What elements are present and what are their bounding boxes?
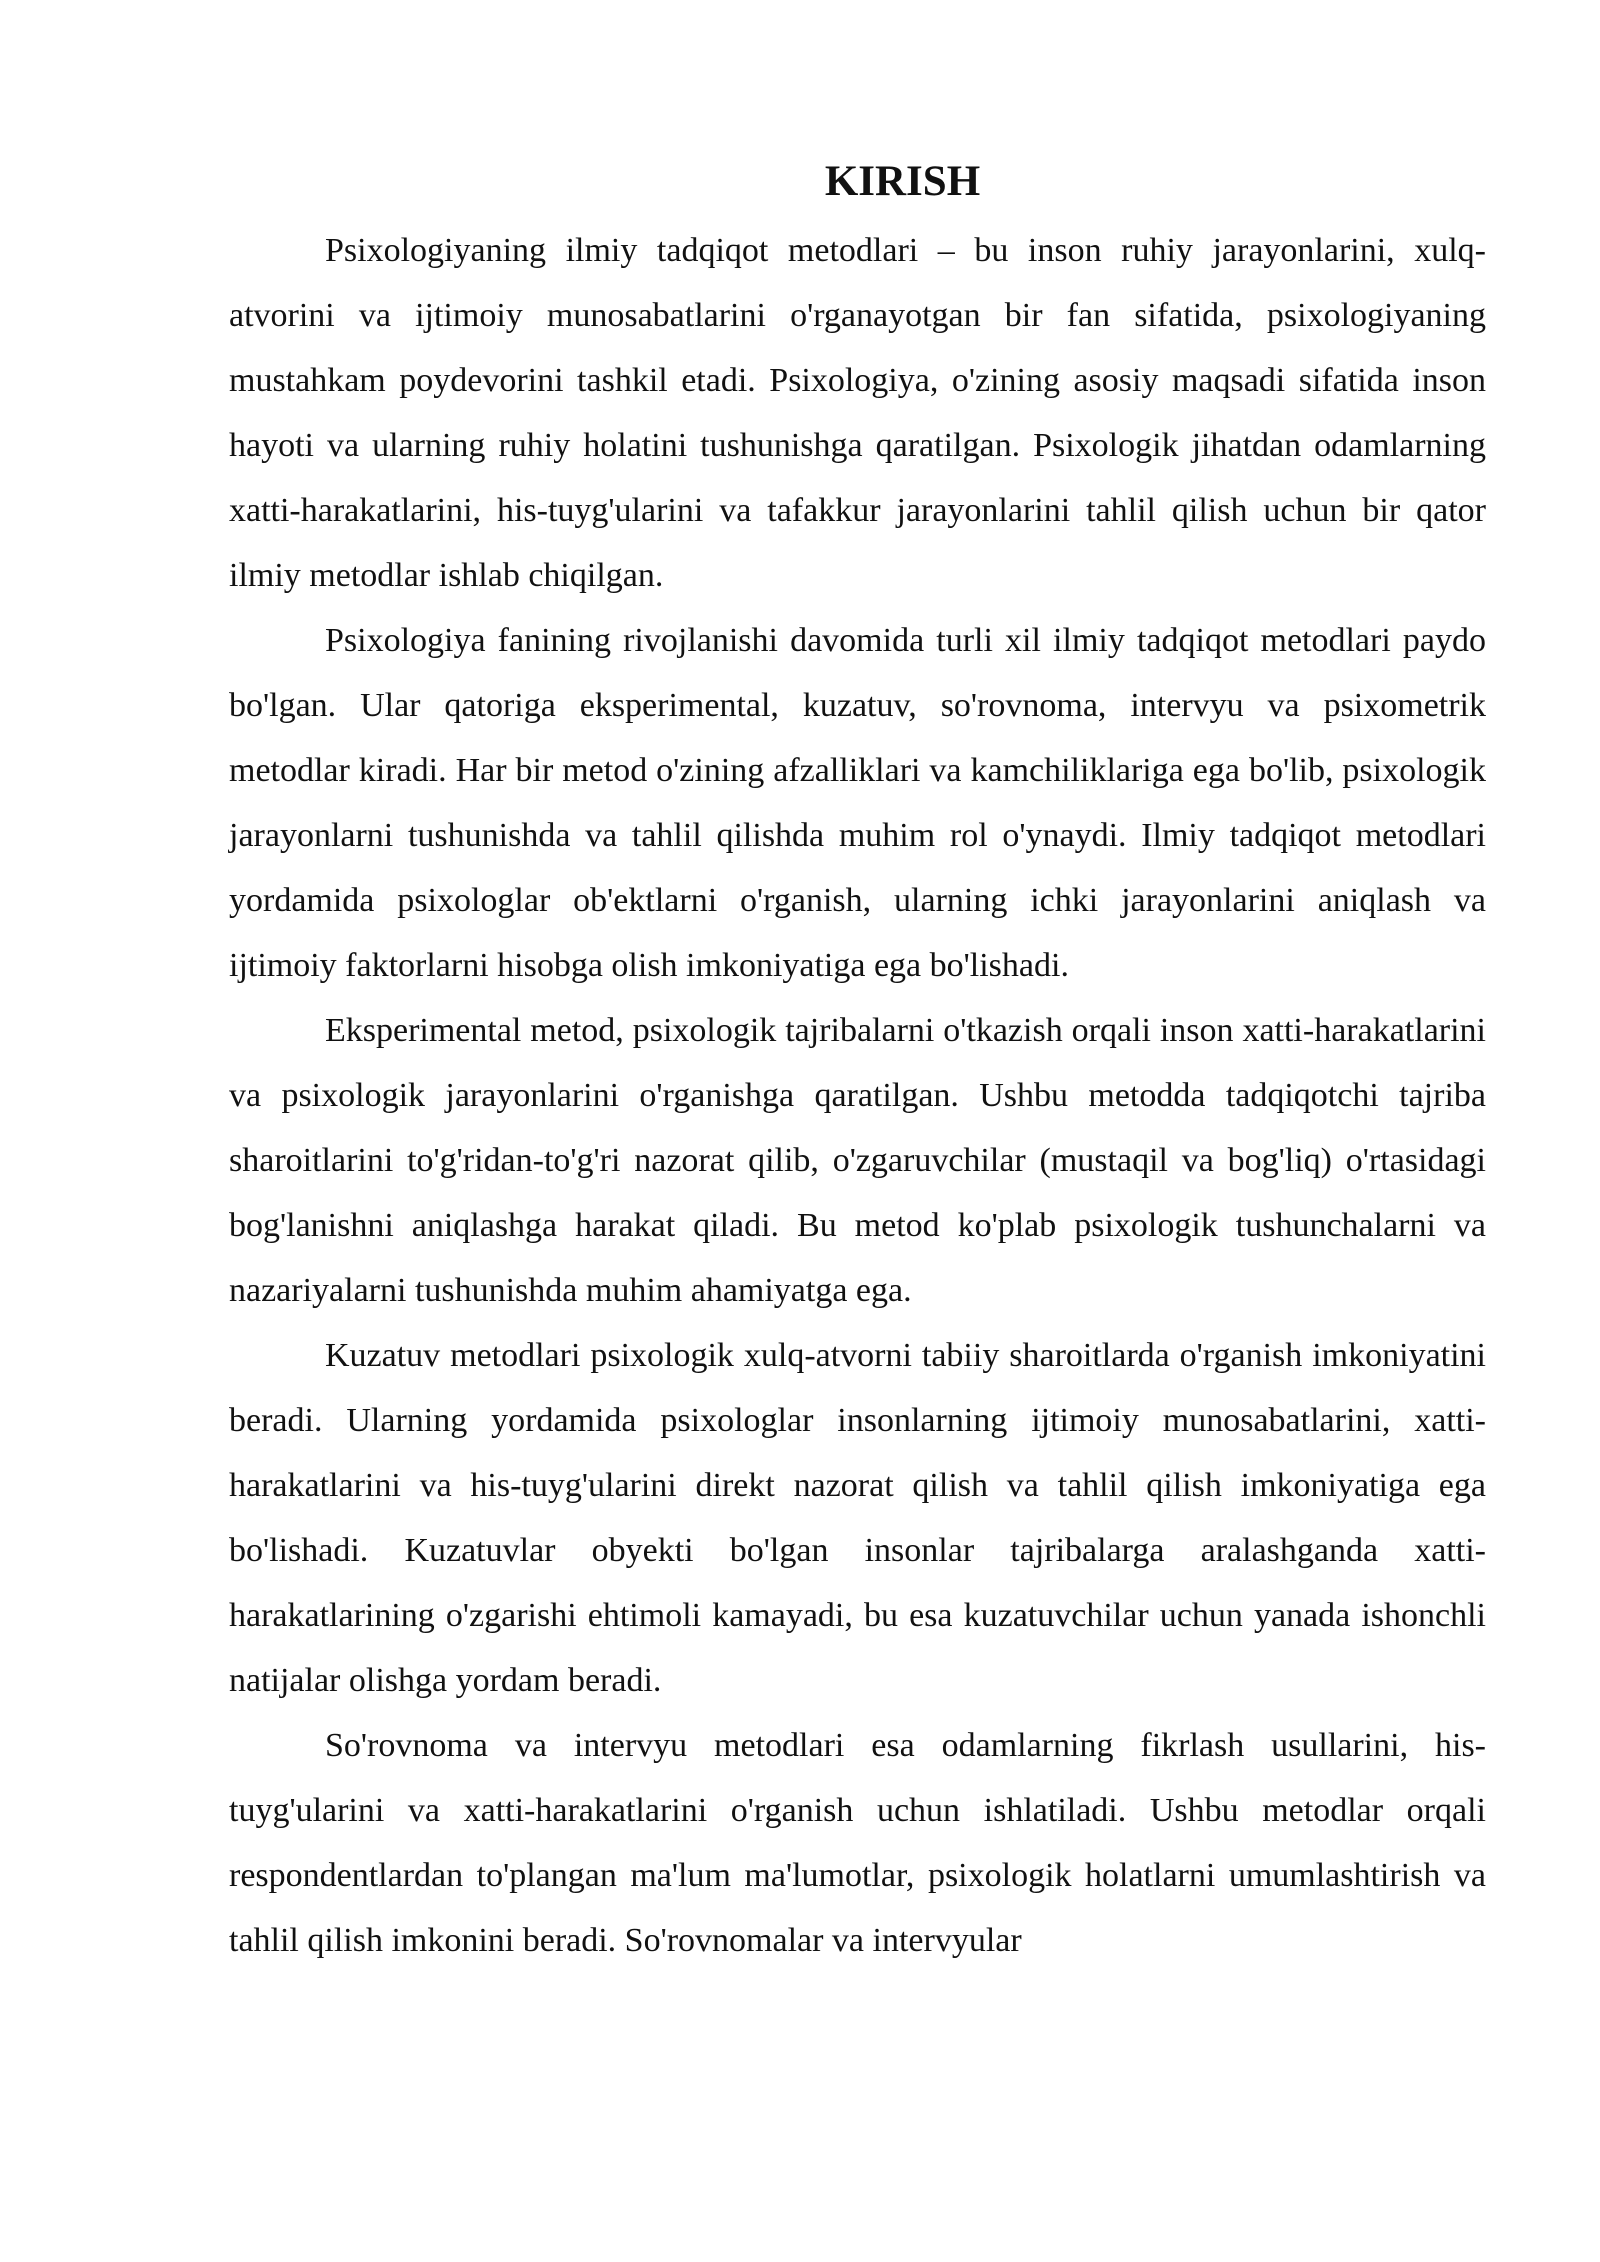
paragraph-4: Kuzatuv metodlari psixologik xulq-atvorni tabiiy sharoitlarda o'rganish imkoniyatini beradi. Ularning yordamida psixologlar insonlarning ijtimoiy munosabatlarini, xatti-harakatlarini va his-tuyg'ularini direkt nazorat qilish va tahlil qilish imkoniyatiga ega bo'lishadi. Kuzatuvlar obyekti bo'lgan insonlar tajribalarga aralashganda xatti-harakatlarining o'zgarishi ehtimoli kamayadi, bu esa kuzatuvchilar uchun yanada ishonchli natijalar olishga yordam beradi. <box>229 1337 1486 1699</box>
page-title: KIRISH <box>824 158 981 205</box>
paragraph-5: So'rovnoma va intervyu metodlari esa odamlarning fikrlash usullarini, his-tuyg'ularini va xatti-harakatlarini o'rganish uchun ishlatiladi. Ushbu metodlar orqali respondentlardan to'plangan ma'lum ma'lumotlar, psixologik holatlarni umumlashtirish va tahlil qilish imkonini beradi. So'rovnomalar va intervyular <box>229 1727 1486 1959</box>
paragraph-2: Psixologiya fanining rivojlanishi davomida turli xil ilmiy tadqiqot metodlari paydo bo'lgan. Ular qatoriga eksperimental, kuzatuv, so'rovnoma, intervyu va psixometrik metodlar kiradi. Har bir metod o'zining afzalliklari va kamchiliklariga ega bo'lib, psixologik jarayonlarni tushunishda va tahlil qilishda muhim rol o'ynaydi. Ilmiy tadqiqot metodlari yordamida psixologlar ob'ektlarni o'rganish, ularning ichki jarayonlarini aniqlash va ijtimoiy faktorlarni hisobga olish imkoniyatiga ega bo'lishadi. <box>229 622 1486 984</box>
paragraph-1: Psixologiyaning ilmiy tadqiqot metodlari – bu inson ruhiy jarayonlarini, xulq-atvorini va ijtimoiy munosabatlarini o'rganayotgan bir fan sifatida, psixologiyaning mustahkam poydevorini tashkil etadi. Psixologiya, o'zining asosiy maqsadi sifatida inson hayoti va ularning ruhiy holatini tushunishga qaratilgan. Psixologik jihatdan odamlarning xatti-harakatlarini, his-tuyg'ularini va tafakkur jarayonlarini tahlil qilish uchun bir qator ilmiy metodlar ishlab chiqilgan. <box>229 232 1486 594</box>
paragraph-3: Eksperimental metod, psixologik tajribalarni o'tkazish orqali inson xatti-harakatlarini va psixologik jarayonlarini o'rganishga qaratilgan. Ushbu metodda tadqiqotchi tajriba sharoitlarini to'g'ridan-to'g'ri nazorat qilib, o'zgaruvchilar (mustaqil va bog'liq) o'rtasidagi bog'lanishni aniqlashga harakat qiladi. Bu metod ko'plab psixologik tushunchalarni va nazariyalarni tushunishda muhim ahamiyatga ega. <box>229 1012 1486 1309</box>
document-page <box>229 150 1486 1973</box>
